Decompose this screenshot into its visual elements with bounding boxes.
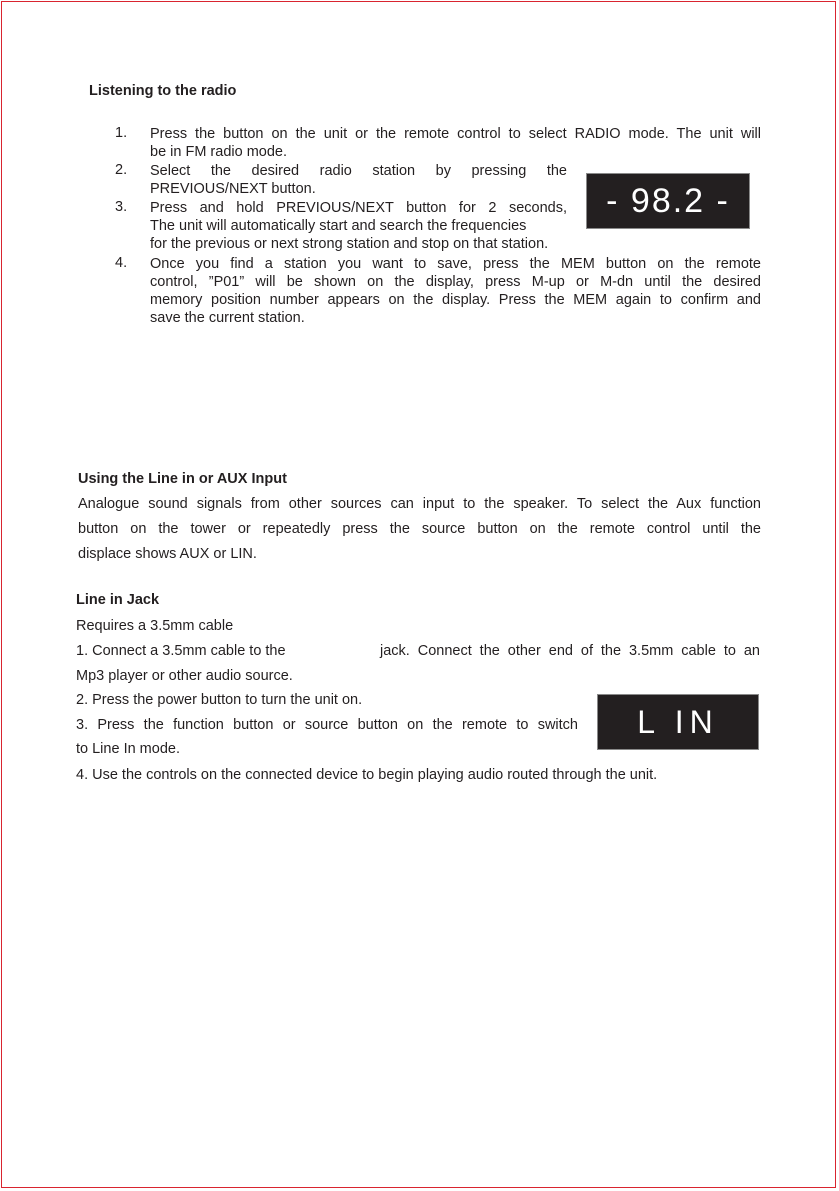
step-line: control, ”P01” will be shown on the display, press M-up or M-dn until the desired (150, 274, 761, 290)
step-line: be in FM radio mode. (150, 144, 288, 160)
step-number: 3. (115, 199, 128, 215)
linein-step-1b: jack. Connect the other end of the 3.5mm cable to an (380, 643, 760, 659)
aux-line: button on the tower or repeatedly press the source button on the remote control until the (78, 521, 761, 537)
step-line: The unit will automatically start and search the frequencies (150, 218, 527, 234)
step-number: 4. (115, 255, 128, 271)
step-line: Once you find a station you want to save, press the MEM button on the remote (150, 256, 761, 272)
step-line: Press the button on the unit or the remote control to select RADIO mode. The unit will (150, 126, 761, 142)
step-number: 2. (115, 162, 128, 178)
step-line: PREVIOUS/NEXT button. (150, 181, 316, 197)
radio-heading: Listening to the radio (89, 83, 237, 99)
linein-step-2: 2. Press the power button to turn the unit on. (76, 692, 363, 708)
aux-paragraph (78, 492, 761, 567)
line-in-readout: L IN (637, 703, 719, 740)
radio-frequency-display (586, 173, 750, 229)
radio-step-3 (150, 199, 600, 253)
radio-step-4 (150, 255, 761, 327)
aux-line: Analogue sound signals from other sources can input to the speaker. To select the Aux function (78, 496, 761, 512)
linein-heading: Line in Jack (76, 592, 160, 608)
radio-step-1 (150, 125, 761, 161)
linein-step-3a: 3. Press the function button or source button on the remote to switch (76, 717, 578, 733)
linein-step-3b: to Line In mode. (76, 741, 180, 757)
linein-requires: Requires a 3.5mm cable (76, 618, 234, 634)
frequency-readout: - 98.2 - (606, 181, 730, 220)
radio-step-2 (150, 162, 567, 198)
step-line: Select the desired radio station by pressing the (150, 163, 567, 179)
step-line: for the previous or next strong station and stop on that station. (150, 236, 549, 252)
linein-step-1a: 1. Connect a 3.5mm cable to the (76, 643, 286, 659)
aux-heading: Using the Line in or AUX Input (78, 471, 287, 487)
step-number: 1. (115, 125, 128, 141)
aux-line: displace shows AUX or LIN. (78, 546, 257, 562)
step-line: memory position number appears on the display. Press the MEM again to confirm and (150, 292, 761, 308)
step-line: save the current station. (150, 310, 305, 326)
linein-step-4: 4. Use the controls on the connected device to begin playing audio routed through the unit. (76, 767, 658, 783)
linein-step-1c: Mp3 player or other audio source. (76, 668, 293, 684)
step-line: Press and hold PREVIOUS/NEXT button for 2 seconds, (150, 200, 567, 216)
line-in-display (597, 694, 759, 750)
